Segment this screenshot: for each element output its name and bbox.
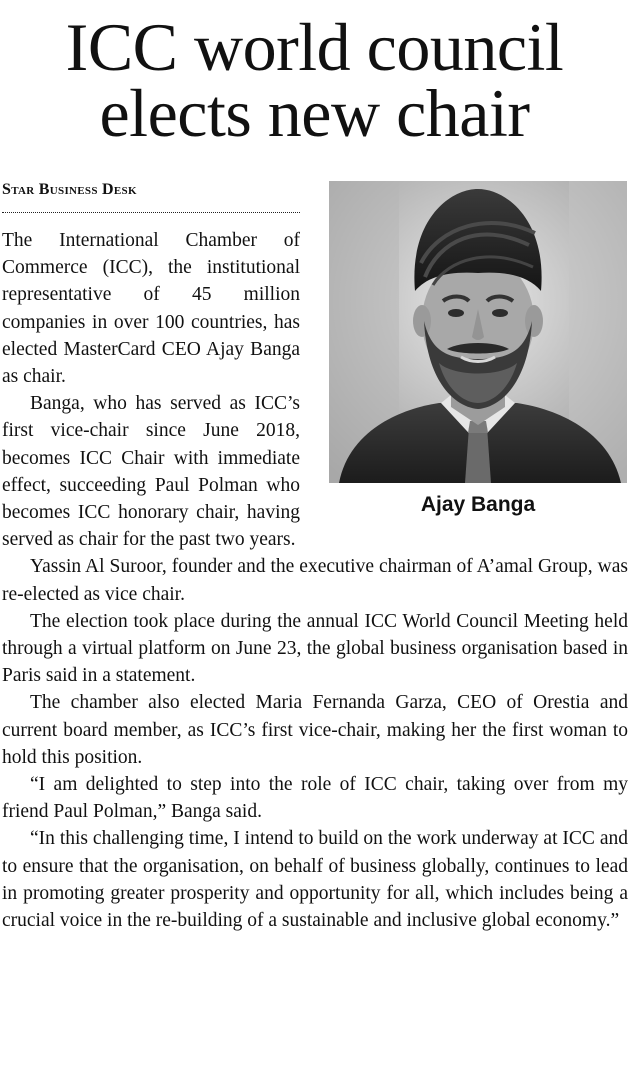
- headline: [0, 9, 629, 151]
- article-paragraph: Banga, who has served as ICC’s first vice-chair since June 2018, becomes ICC Chair with immediate effect, succeeding Paul Polman who becomes ICC honorary chair, having served as chair for the past two years.: [2, 393, 300, 551]
- article-paragraph: “I am delighted to step into the role of ICC chair, taking over from my friend Paul Polman,” Banga said.: [2, 774, 628, 823]
- photo-caption: Ajay Banga: [420, 493, 536, 516]
- byline: Star Business Desk: [2, 181, 137, 198]
- photo-column-spacer: [300, 227, 628, 524]
- headline-line-1: ICC world council: [65, 9, 564, 85]
- article-paragraph: The chamber also elected Maria Fernanda Garza, CEO of Orestia and current board member, as ICC’s first vice-chair, making her the first woman to hold this position.: [2, 692, 628, 768]
- byline-divider: [2, 212, 300, 213]
- article-body: [2, 227, 628, 934]
- article-paragraph: Yassin Al Suroor, founder and the executive chairman of A’amal Group, was re-elected as vice chair.: [2, 556, 628, 605]
- article-paragraph: The International Chamber of Commerce (ICC), the institutional representative of 45 million companies in over 100 countries, has elected MasterCard CEO Ajay Banga as chair.: [2, 230, 300, 388]
- headline-line-2: elects new chair: [99, 75, 530, 151]
- article-paragraph: The election took place during the annual ICC World Council Meeting held through a virtual platform on June 23, the global business organisation based in Paris said in a statement.: [2, 610, 628, 687]
- article-paragraph: “In this challenging time, I intend to build on the work underway at ICC and to ensure that the organisation, on behalf of business globally, continues to lead in promoting greater prosperity and opportunity for all, which includes being a crucial voice in the re-building of a sustainable and inclusive global economy.”: [2, 828, 628, 932]
